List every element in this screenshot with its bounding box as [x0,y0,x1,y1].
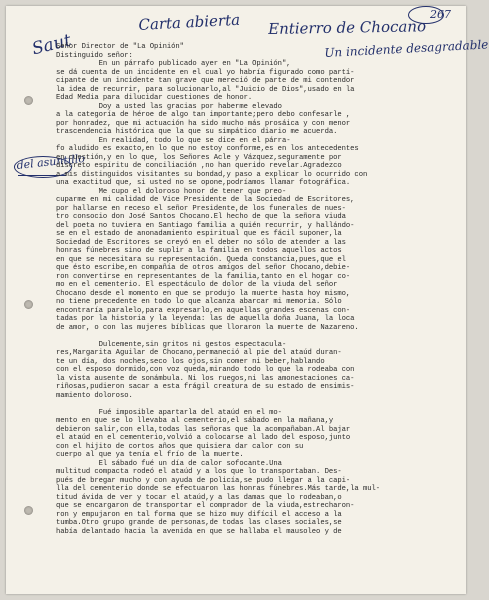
letter-page [6,6,489,594]
typed-line: Doy a usted las gracias por haberme elevado [56,102,282,111]
typed-line: mamiento doloroso. [56,391,133,400]
typed-line: ron convertirse en representantes de la familia,tanto en el hogar co- [56,272,351,281]
typed-line: trascendencia histórica que la que su simpático diario me acuerda. [56,128,338,136]
typed-line: encontraría paralelo,para expresarlo,en aquellas grandes escenas con- [56,306,351,315]
typed-line: res,Margarita Aguilar de Chocano,permaneció al pie del ataúd duran- [56,349,342,357]
punch-hole-bottom [24,506,33,515]
typed-line [56,332,458,341]
typed-line: tadas por la historia y la leyenda: las de aquella doña Juana, la loca [56,315,355,323]
typed-line: Dulcemente,sin gritos ni gestos espectacula- [56,340,287,349]
typed-line: con el esposo dormido,con voz queda,mirando todo lo que la rodeaba con [56,366,355,374]
typed-line: tro consocio don José Santos Chocano.El hecho de que la señora viuda [56,213,346,221]
typed-line: Distinguido señor: [56,51,133,60]
typed-line: titud ávida de ver y tocar el ataúd,y a las damas que lo rodeaban,o [56,493,342,502]
typed-line: con el hijito de cortos años que quisiera dar calor con su [56,442,304,451]
typed-line: del poeta no tuviera en Santiago familia a quién recurrir, y hallándo- [56,221,355,230]
typed-line: había delantado hacia la avenida en que se hallaba el mausoleo y de [56,527,342,536]
typed-line: que se encargaron de transportar el comprador de la viuda,estrecharon- [56,502,355,510]
typed-line: la vista ausente de sonámbula. Ni los ruegos,ni las amonestaciones ca- [56,374,355,383]
typed-line: Sociedad de Escritores se creyó en el deber no sólo de atender a las [56,238,346,247]
typed-line: lla del cementerio donde se efectuaron las honras fúnebres.Más tarde,la mul- [56,485,381,493]
typed-line: el ataúd en el cementerio,volvió a colocarse al lado del esposo,junto [56,434,351,442]
handwritten-page-number: 267 [430,8,451,21]
page-number-circle [408,6,444,24]
typed-line: discreto espíritu de conciliación ,no han querido revelar.Agradezco [56,162,342,170]
handwritten-title: Carta abierta [138,10,241,34]
typed-line: una exactitud que, si usted no se opone,podríamos llamar fotográfica. [56,179,351,187]
typed-line: En realidad, todo lo que se dice en el párra- [56,136,291,145]
typed-line: multitud compacta rodeó el ataúd y a los que lo transportaban. Des- [56,468,342,476]
typed-line: no tiene precedente en todo lo que alcanza abarcar mi memoria. Sólo [56,298,342,306]
typed-line: a mis distinguidos visitantes su bondad,y paso a explicar lo ocurrido con [56,170,368,179]
handwritten-subtitle: Un incidente desagradable [324,37,489,60]
typed-line: ron y empujaron en tal forma que se hizo muy difícil el acceso a la [56,510,342,519]
typed-line: cuparme en mi calidad de Vice Presidente de la Sociedad de Escritores, [56,196,355,204]
typed-line: Fué imposible apartarla del ataúd en el mo- [56,408,282,417]
typed-line: El sábado fué un día de calor sofocante.Una [56,459,282,468]
typed-line: en cuestión,y en lo que, los Señores Acle y Vázquez,seguramente por [56,153,342,162]
typed-line: riñosas,pudieron sacar a esta frágil creatura de su estado de ensimis- [56,383,355,391]
typed-line: Chocano desde el momento en que se produjo la muerte hasta hoy mismo, [56,289,351,298]
typed-line: Edad Media para dilucidar cuestiones de honor. [56,94,253,102]
typed-line: fo aludido es exacto,en lo que no estoy conforme,es en los antecedentes [56,145,359,153]
typed-line: la idea de recurrir, para solucionarlo,al "Juicio de Dios",usado en la [56,85,355,94]
typed-line: tumba.Otro grupo grande de personas,de todas las clases sociales,se [56,519,342,527]
handwritten-title-continued: Entierro de Chocano [268,17,427,38]
typed-line: pués de bregar mucho y con ayuda de policía,se pudo llegar a la capi- [56,476,351,485]
typed-line: Señor Director de "La Opinión" [56,43,184,51]
typed-line: Me cupo el doloroso honor de tener que preo- [56,187,287,196]
typed-line: por hallarse en receso el señor Presidente,de los funerales de nues- [56,204,346,213]
punch-hole-middle [24,300,33,309]
typed-line: que ésto escribe,en compañía de otros amigos del señor Chocano,debie- [56,264,351,272]
typed-line: mento en que se lo llevaba al cementerio,el sábado en la mañana,y [56,417,334,425]
typed-line: en que se necesitara su representación. Queda constancia,pues,que el [56,255,346,264]
typed-line: a la categoría de héroe de algo tan importante;pero debo confesarle , [56,111,351,119]
typed-line: debieron salir,con ella,todas las señoras que la acompañaban.Al bajar [56,425,351,434]
typed-line: cuerpo al que ya tenía el frío de la muerte. [56,451,244,459]
punch-hole-top [24,96,33,105]
typed-letter-body [56,43,458,536]
handwritten-note-top-left: Saut [30,30,74,60]
typed-line: se dá cuenta de un incidente en el cual yo habría figurado como partí- [56,68,355,77]
typed-line: honras fúnebres sino de suplir a la familia en todos aquellos actos [56,247,342,255]
handwritten-margin-note: del asuntillo [16,151,86,172]
typed-line: te un día, dos noches,seco los ojos,sin comer ni beber,hablando [56,357,325,366]
typed-line: se en el estado de anonadamiento espiritual que es fácil suponer,la [56,230,342,238]
typed-line: cipante de un incidente tan grave que mereció de parte de mi contendor [56,77,355,85]
typed-line [56,400,458,409]
typed-line: de amor, o con las mujeres bíblicas que lloraron la muerte de Nazareno. [56,323,359,332]
typed-line: por honradez, que mi actuación ha sido mucho más prosáica y con menor [56,119,351,128]
typed-line: mo en el cementerio. El espectáculo de dolor de la viuda del señor [56,281,338,289]
typed-line: En un párrafo publicado ayer en "La Opinión", [56,60,291,68]
